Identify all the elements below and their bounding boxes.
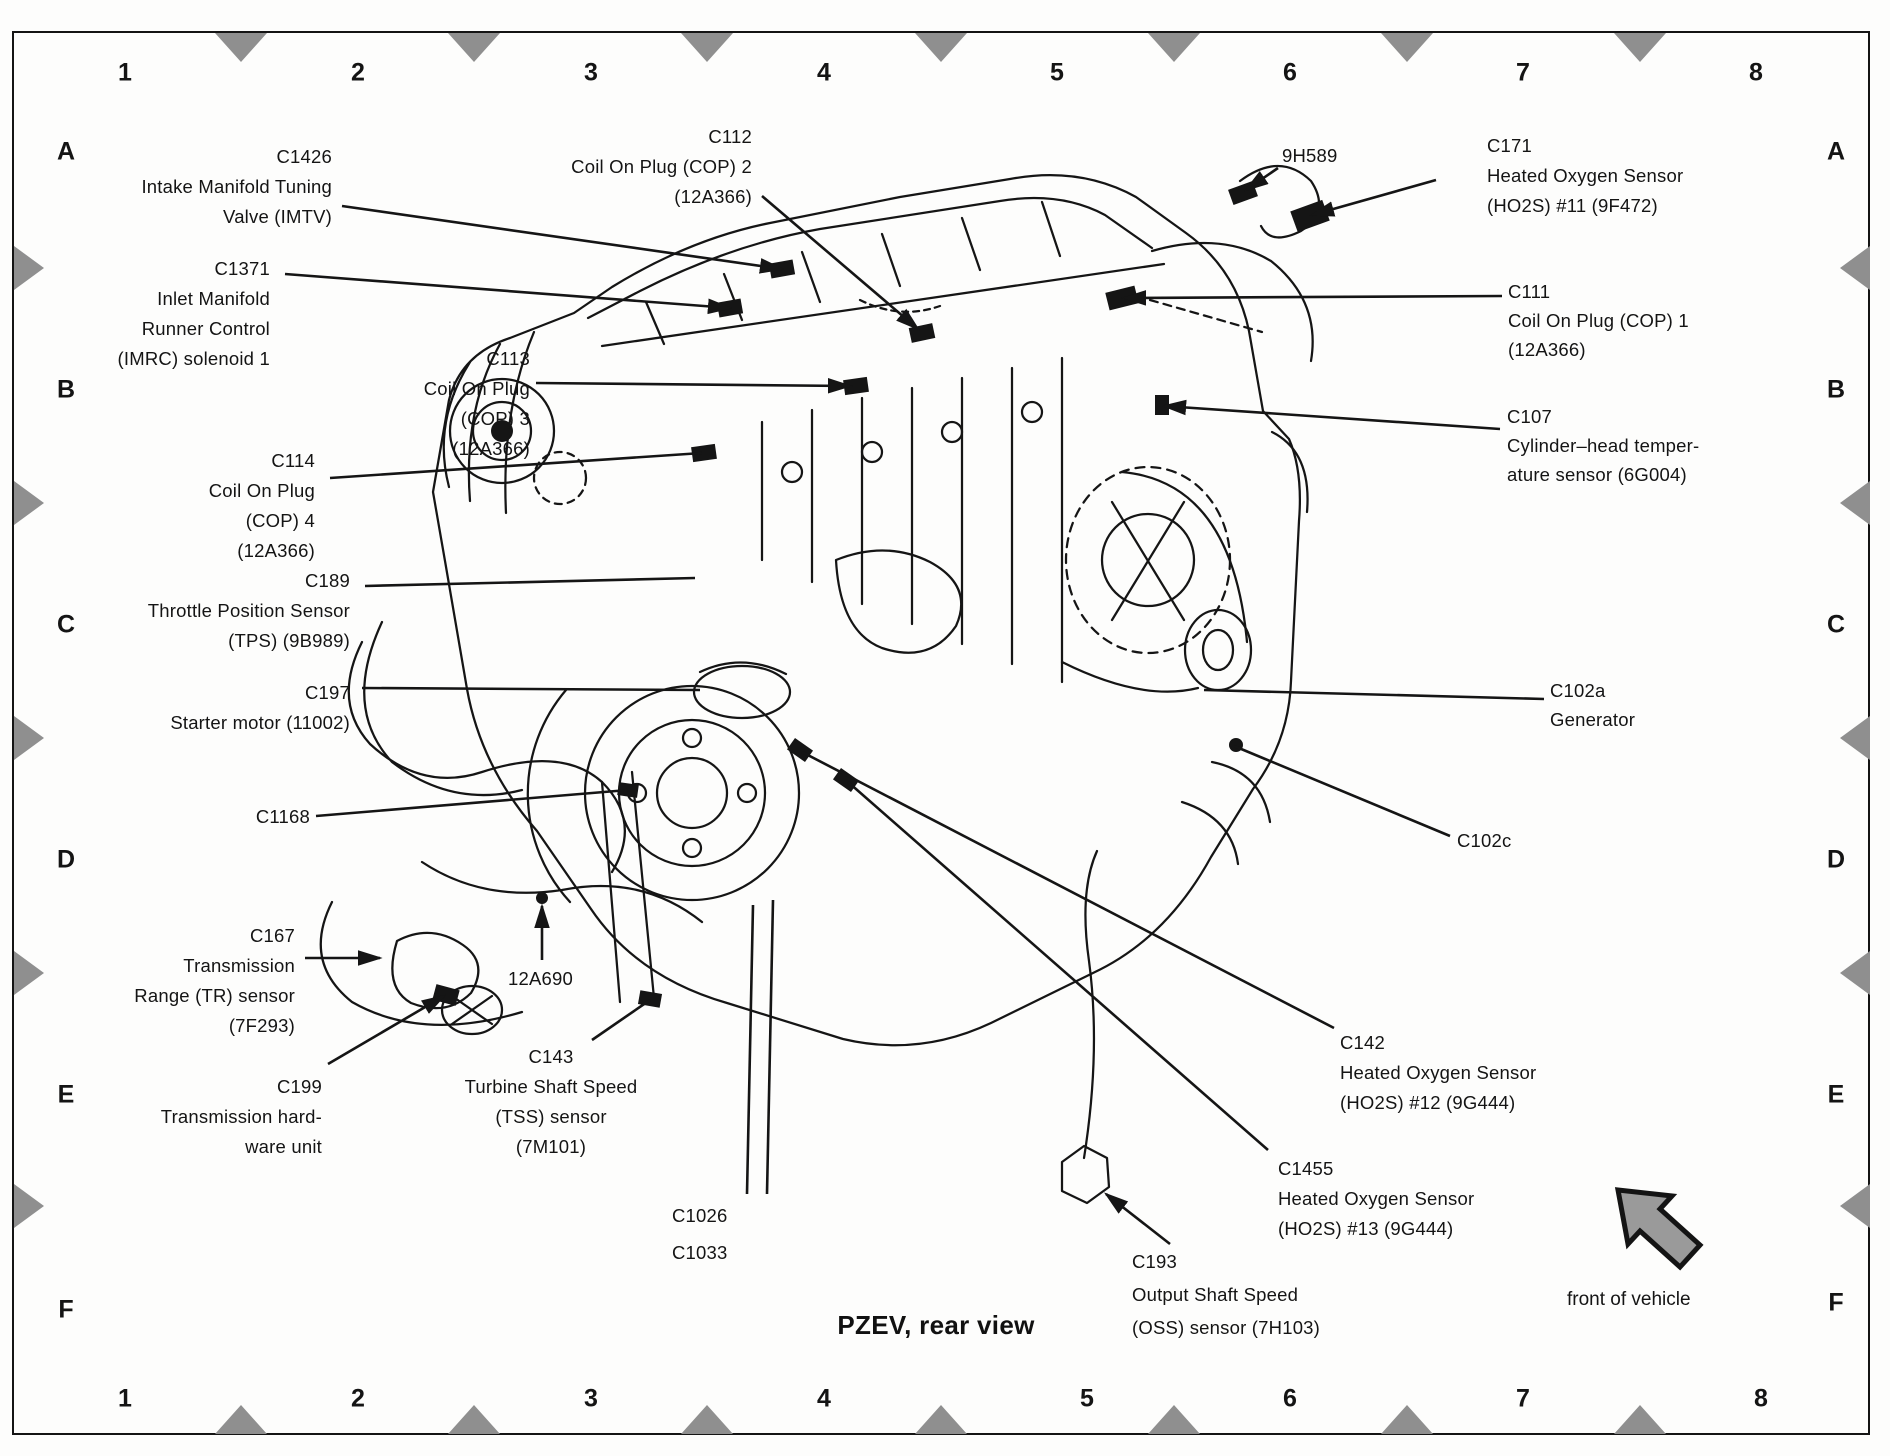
callout-line: C113 [486,348,530,369]
callout-line: C1455 [1278,1158,1334,1179]
callout-c197 [170,678,350,738]
leader-c1026b [767,900,773,1194]
callout-c1026-c1033 [672,1197,728,1271]
callout-line: C102c [1457,830,1512,851]
grid-col-label: 2 [351,1384,365,1413]
grid-col-label: 2 [351,58,365,87]
grid-col-label: 7 [1516,1384,1530,1413]
callout-c1371 [118,254,270,374]
front-of-vehicle-label: front of vehicle [1567,1289,1691,1310]
callout-line: (COP) 4 [245,510,315,531]
grid-col-label: 4 [817,1384,831,1413]
callout-9h589 [1282,141,1338,171]
grid-col-label: 5 [1050,58,1064,87]
callout-line: Heated Oxygen Sensor [1278,1188,1475,1209]
callout-c113 [424,344,530,464]
grid-row-label: F [58,1295,74,1324]
leader-c102c [1234,746,1450,836]
callout-c171 [1487,131,1683,221]
callout-c1455 [1278,1154,1474,1244]
leader-c142 [802,752,1334,1028]
callout-line: (HO2S) #11 (9F472) [1487,195,1658,216]
grid-row-label: F [1828,1288,1844,1317]
callout-line: C1033 [672,1242,728,1263]
leader-c107 [1164,406,1500,429]
callout-c1168 [256,802,310,832]
callout-line: Intake Manifold Tuning [141,176,332,197]
callout-line: (TPS) (9B989) [228,630,350,651]
callout-line: (12A366) [1508,339,1586,360]
callout-line: Turbine Shaft Speed [464,1076,638,1097]
callout-line: ature sensor (6G004) [1507,464,1687,485]
callout-line: Cylinder–head temper- [1507,435,1700,456]
callout-c107 [1507,402,1699,489]
grid-row-label: A [56,137,76,166]
callout-line: (12A366) [674,186,752,207]
callout-line: (OSS) sensor (7H103) [1132,1317,1321,1338]
grid-row-label: C [1826,610,1846,639]
leader-c193 [1106,1194,1170,1244]
grid-col-label: 8 [1749,58,1763,87]
callout-line: C107 [1507,406,1553,427]
grid-col-label: 3 [584,58,598,87]
callout-line: C143 [528,1046,574,1067]
callout-line: Coil On Plug [423,378,530,399]
callout-c102c [1457,826,1511,856]
grid-col-label: 8 [1754,1384,1768,1413]
leader-c197 [362,688,700,690]
callout-c193 [1132,1245,1320,1344]
leader-9h589 [1246,168,1278,190]
callout-line: Coil On Plug (COP) 1 [1508,310,1689,331]
grid-col-label: 1 [118,1384,132,1413]
grid-row-label: E [1827,1080,1845,1109]
grid-row-label: D [1826,845,1846,874]
callout-line: C193 [1132,1251,1178,1272]
callout-line: Transmission hard- [160,1106,322,1127]
callout-line: C171 [1487,135,1533,156]
callout-line: C142 [1340,1032,1386,1053]
callout-line: Heated Oxygen Sensor [1340,1062,1537,1083]
callout-c143 [465,1042,638,1162]
callout-line: (HO2S) #13 (9G444) [1278,1218,1454,1239]
callout-line: (IMRC) solenoid 1 [117,348,270,369]
callout-line: Valve (IMTV) [223,206,332,227]
callout-line: C1426 [276,146,332,167]
callout-line: Inlet Manifold [157,288,270,309]
callout-line: (COP) 3 [460,408,530,429]
callout-line: (7M101) [515,1136,587,1157]
grid-row-label: B [56,375,76,404]
grid-row-label: C [56,610,76,639]
leader-c111 [1124,296,1502,298]
callout-line: (7F293) [228,1015,295,1036]
callout-c111 [1508,277,1689,364]
callout-line: (HO2S) #12 (9G444) [1340,1092,1516,1113]
grid-col-label: 6 [1283,58,1297,87]
grid-row-label: A [1826,137,1846,166]
callout-line: C112 [708,126,752,147]
callout-line: C102a [1550,680,1606,701]
callout-line: (12A366) [452,438,530,459]
callout-line: C111 [1508,281,1551,302]
callout-line: 9H589 [1282,145,1338,166]
callout-c102a [1550,676,1635,734]
callout-line: C167 [249,925,295,946]
callout-line: Generator [1550,709,1636,730]
grid-col-label: 1 [118,58,132,87]
callout-line: C199 [276,1076,322,1097]
callout-c112 [571,122,752,212]
callout-line: (TSS) sensor [495,1106,607,1127]
leader-c199 [328,996,444,1064]
callout-line: C1026 [672,1205,728,1226]
callout-line: Output Shaft Speed [1132,1284,1299,1305]
leader-c102a [1204,690,1544,699]
callout-line: C189 [304,570,350,591]
leader-c113 [536,383,850,386]
callout-c199 [161,1072,322,1162]
callout-line: 12A690 [508,968,573,989]
grid-row-label: B [1826,375,1846,404]
grid-col-label: 7 [1516,58,1530,87]
diagram-title: PZEV, rear view [837,1310,1035,1340]
callout-line: C114 [271,450,315,471]
grid-row-label: E [57,1080,75,1109]
leader-c189 [365,578,695,586]
callout-line: Runner Control [141,318,270,339]
callout-c189 [148,566,350,656]
callout-line: Range (TR) sensor [134,985,295,1006]
callout-line: Coil On Plug [208,480,315,501]
callout-c1426 [141,142,332,232]
callout-line: ware unit [245,1136,322,1157]
leader-c1026a [747,905,753,1194]
grid-col-label: 6 [1283,1384,1297,1413]
grid-col-label: 3 [584,1384,598,1413]
grid-row-label: D [56,845,76,874]
grid-col-label: 5 [1080,1384,1094,1413]
callout-line: Transmission [183,955,295,976]
front-of-vehicle-arrow-icon [1618,1190,1700,1267]
leader-c143 [592,1000,650,1040]
callout-c142 [1340,1028,1536,1118]
callout-line: (12A366) [237,540,315,561]
callout-line: Coil On Plug (COP) 2 [571,156,752,177]
leader-c171 [1312,180,1436,215]
callout-c114 [209,446,315,566]
callout-line: C1371 [214,258,270,279]
grid-col-label: 4 [817,58,831,87]
callout-line: Heated Oxygen Sensor [1487,165,1684,186]
callout-c167 [134,921,295,1041]
callout-line: C197 [304,682,350,703]
callout-line: C1168 [255,806,310,827]
callout-12a690 [508,964,573,994]
leader-c1455 [848,782,1268,1150]
callout-line: Starter motor (11002) [170,712,350,733]
callout-line: Throttle Position Sensor [147,600,350,621]
